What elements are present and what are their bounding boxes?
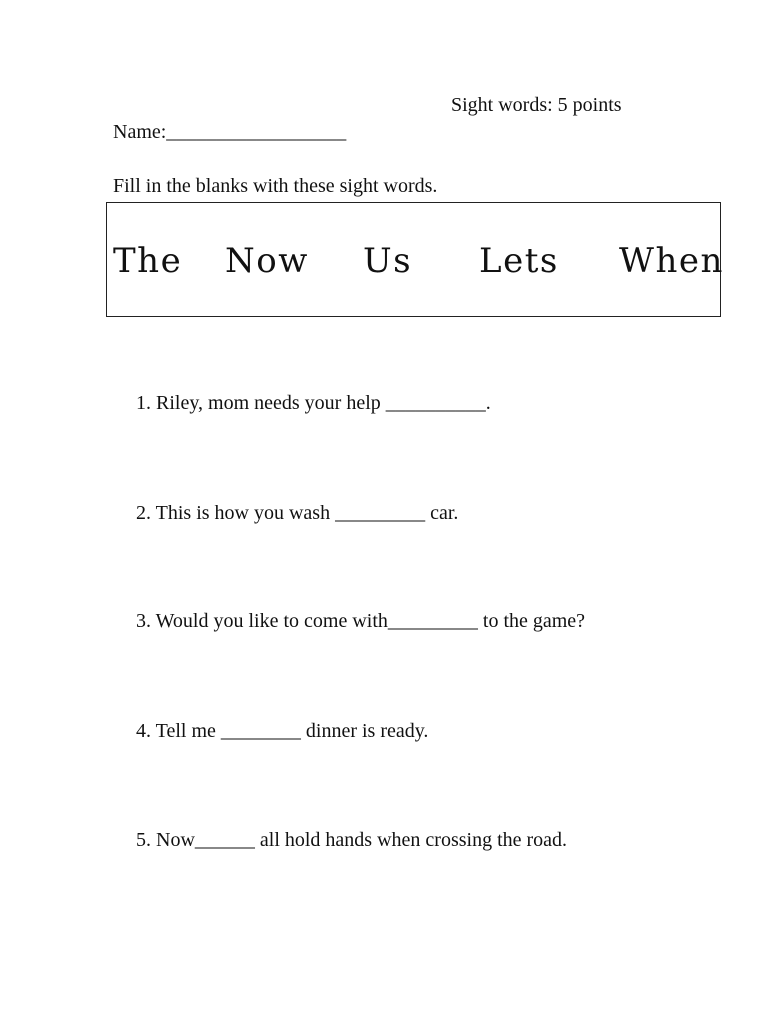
word-bank-item-lets: Lets [479,241,559,281]
word-bank-item-when: When [619,241,724,281]
question-4: 4. Tell me ________ dinner is ready. [136,720,429,742]
question-2: 2. This is how you wash _________ car. [136,502,459,524]
instructions-text: Fill in the blanks with these sight words. [113,175,438,197]
question-5: 5. Now______ all hold hands when crossing the road. [136,829,568,851]
word-bank-item-us: Us [363,241,413,281]
word-bank-box [106,202,724,317]
name-field-line: Name:__________________ [113,121,347,143]
points-heading: Sight words: 5 points [451,94,622,116]
question-3: 3. Would you like to come with_________ to the game? [136,610,586,632]
question-1: 1. Riley, mom needs your help __________. [136,392,491,414]
word-bank-item-now: Now [225,241,309,281]
word-bank-item-the: The [113,241,183,281]
